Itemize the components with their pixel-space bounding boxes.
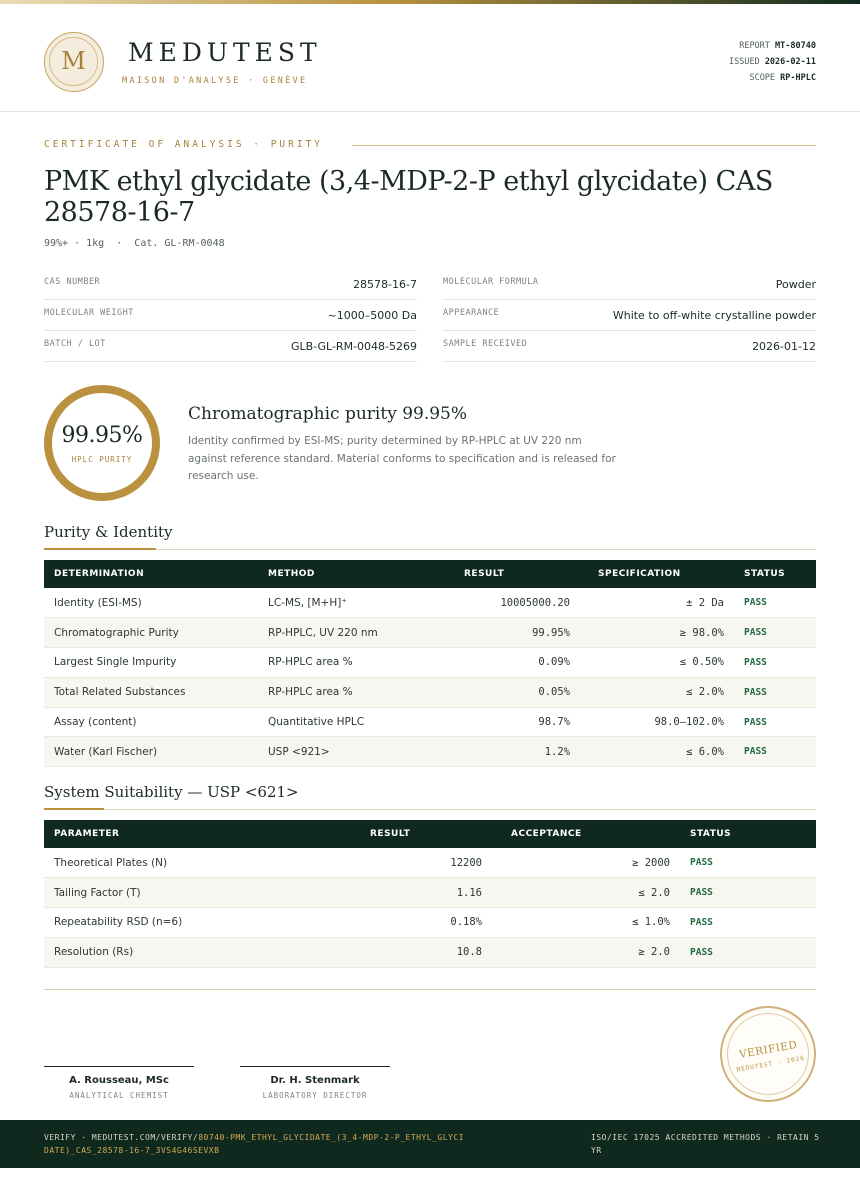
status-badge: PASS (734, 618, 816, 648)
col-header: SPECIFICATION (580, 560, 734, 588)
purity-headline: Chromatographic purity 99.95% (188, 404, 468, 424)
cell-determination: Total Related Substances (44, 677, 258, 707)
verify-link[interactable] (44, 1131, 464, 1157)
table-row (44, 937, 816, 967)
logo-letter: M (49, 37, 98, 86)
status-badge: PASS (734, 737, 816, 767)
table-row (44, 588, 816, 618)
cell-method: RP-HPLC area % (258, 648, 428, 678)
purity-identity-table (44, 560, 816, 767)
detail-cas-number: CAS NUMBER 28578-16-7 (44, 269, 417, 300)
cell-method: LC-MS, [M+H]⁺ (258, 588, 428, 618)
table-header-row (44, 560, 816, 588)
report-meta (729, 38, 816, 86)
table-row (44, 648, 816, 678)
purity-label: HPLC PURITY (71, 455, 133, 464)
cell-result: 1.16 (344, 878, 492, 908)
cell-result: 0.18% (344, 908, 492, 938)
cell-parameter: Theoretical Plates (N) (44, 848, 344, 878)
signature-analyst (44, 1066, 194, 1100)
cell-result: 10005000.20 (428, 588, 580, 618)
signer-role: LABORATORY DIRECTOR (262, 1091, 368, 1100)
brand-tagline: MAISON D'ANALYSE · GENÈVE (122, 76, 308, 86)
accreditation-note: ISO/IEC 17025 ACCREDITED METHODS · RETAIN 5 YR (591, 1133, 820, 1155)
status-badge: PASS (734, 588, 816, 618)
detail-molecular-formula: MOLECULAR FORMULA Powder (443, 269, 816, 300)
cell-result: 12200 (344, 848, 492, 878)
section-title-system-suitability: System Suitability — USP <621> (44, 783, 299, 801)
cell-determination: Water (Karl Fischer) (44, 737, 258, 767)
brand-name: MEDUTEST (128, 38, 322, 67)
cell-determination: Largest Single Impurity (44, 648, 258, 678)
signer-role: ANALYTICAL CHEMIST (69, 1091, 169, 1100)
section-accent (44, 808, 104, 810)
table-header-row (44, 820, 816, 848)
product-title: PMK ethyl glycidate (3,4-MDP-2-P ethyl glycidate) CAS 28578-16-7 (44, 166, 773, 228)
table-row (44, 737, 816, 767)
status-badge: PASS (734, 677, 816, 707)
table-row (44, 618, 816, 648)
cell-spec: ≥ 98.0% (580, 618, 734, 648)
col-header: METHOD (258, 560, 428, 588)
stamp-inner-ring (721, 1007, 816, 1102)
table-row (44, 707, 816, 737)
detail-sample-received: SAMPLE RECEIVED 2026-01-12 (443, 331, 816, 362)
cell-spec: ≤ 0.50% (580, 648, 734, 678)
col-header: RESULT (428, 560, 580, 588)
col-header: STATUS (680, 820, 816, 848)
col-header: DETERMINATION (44, 560, 258, 588)
issue-date: 2026-02-11 (764, 57, 816, 67)
meta-issued: ISSUED 2026-02-11 (728, 57, 816, 67)
cell-spec: ≤ 6.0% (580, 737, 734, 767)
cell-spec: ± 2 Da (580, 588, 734, 618)
kicker-divider (352, 145, 816, 146)
meta-report: REPORT MT-80740 (739, 41, 816, 51)
table-row (44, 878, 816, 908)
purity-ring (44, 385, 160, 501)
cell-determination: Assay (content) (44, 707, 258, 737)
detail-batch-lot: BATCH / LOT GLB-GL-RM-0048-5269 (44, 331, 417, 362)
cell-result: 0.05% (428, 677, 580, 707)
status-badge: PASS (680, 937, 816, 967)
signature-divider (44, 989, 816, 990)
section-divider (44, 809, 816, 810)
status-badge: PASS (680, 878, 816, 908)
section-divider (44, 549, 816, 550)
stamp-title: VERIFIED (738, 1038, 799, 1061)
section-accent (44, 548, 156, 550)
stamp-subtitle: MEDUTEST · 2026 (736, 1054, 806, 1074)
signer-name: A. Rousseau, MSc (69, 1075, 169, 1086)
report-footer (0, 1120, 860, 1168)
signature-director (240, 1066, 390, 1100)
cell-spec: 98.0–102.0% (580, 707, 734, 737)
status-badge: PASS (734, 707, 816, 737)
cell-acceptance: ≤ 1.0% (492, 908, 680, 938)
cell-spec: ≤ 2.0% (580, 677, 734, 707)
cell-acceptance: ≥ 2.0 (492, 937, 680, 967)
cell-result: 0.09% (428, 648, 580, 678)
cell-parameter: Repeatability RSD (n=6) (44, 908, 344, 938)
cell-result: 98.7% (428, 707, 580, 737)
cell-determination: Chromatographic Purity (44, 618, 258, 648)
brand-logo (44, 32, 104, 92)
cell-method: USP <921> (258, 737, 428, 767)
scope-value: RP-HPLC (780, 73, 816, 83)
cell-result: 10.8 (344, 937, 492, 967)
status-badge: PASS (680, 848, 816, 878)
signer-name: Dr. H. Stenmark (270, 1075, 360, 1086)
cell-parameter: Resolution (Rs) (44, 937, 344, 967)
section-title-purity-identity: Purity & Identity (44, 523, 173, 541)
report-number: MT-80740 (775, 41, 816, 51)
col-header: RESULT (344, 820, 492, 848)
purity-description: Identity confirmed by ESI-MS; purity determined by RP-HPLC at UV 220 nm against reference standard. Material conforms to specification and is released for research use. (188, 435, 616, 482)
verify-prefix: VERIFY · MEDUTEST.COM/VERIFY/ (44, 1133, 199, 1142)
detail-molecular-weight: MOLECULAR WEIGHT ~1000–5000 Da (44, 300, 417, 331)
table-row (44, 848, 816, 878)
col-header: PARAMETER (44, 820, 344, 848)
system-suitability-table (44, 820, 816, 968)
cell-determination: Identity (ESI-MS) (44, 588, 258, 618)
status-badge: PASS (734, 648, 816, 678)
cell-result: 99.95% (428, 618, 580, 648)
table-row (44, 908, 816, 938)
cell-method: Quantitative HPLC (258, 707, 428, 737)
meta-scope: SCOPE RP-HPLC (749, 73, 816, 83)
cell-acceptance: ≥ 2000 (492, 848, 680, 878)
purity-value: 99.95% (61, 423, 143, 448)
report-header (0, 4, 860, 112)
document-kicker: CERTIFICATE OF ANALYSIS · PURITY (44, 139, 324, 150)
cell-method: RP-HPLC, UV 220 nm (258, 618, 428, 648)
cell-acceptance: ≤ 2.0 (492, 878, 680, 908)
col-header: ACCEPTANCE (492, 820, 680, 848)
status-badge: PASS (680, 908, 816, 938)
col-header: STATUS (734, 560, 816, 588)
product-subtitle: 99%+ · 1kg · Cat. GL-RM-0048 (44, 238, 225, 249)
table-row (44, 677, 816, 707)
detail-appearance: APPEARANCE White to off-white crystalline powder (443, 300, 816, 331)
cell-method: RP-HPLC area % (258, 677, 428, 707)
verified-stamp (712, 998, 823, 1109)
cell-parameter: Tailing Factor (T) (44, 878, 344, 908)
cell-result: 1.2% (428, 737, 580, 767)
verify-path: 80740-PMK_ETHYL_GLYCIDATE_(3_4-MDP-2-P_ETHYL_GLYCIDATE)_CAS_28578-16-7_3VS4G46SEVXB (44, 1133, 465, 1155)
